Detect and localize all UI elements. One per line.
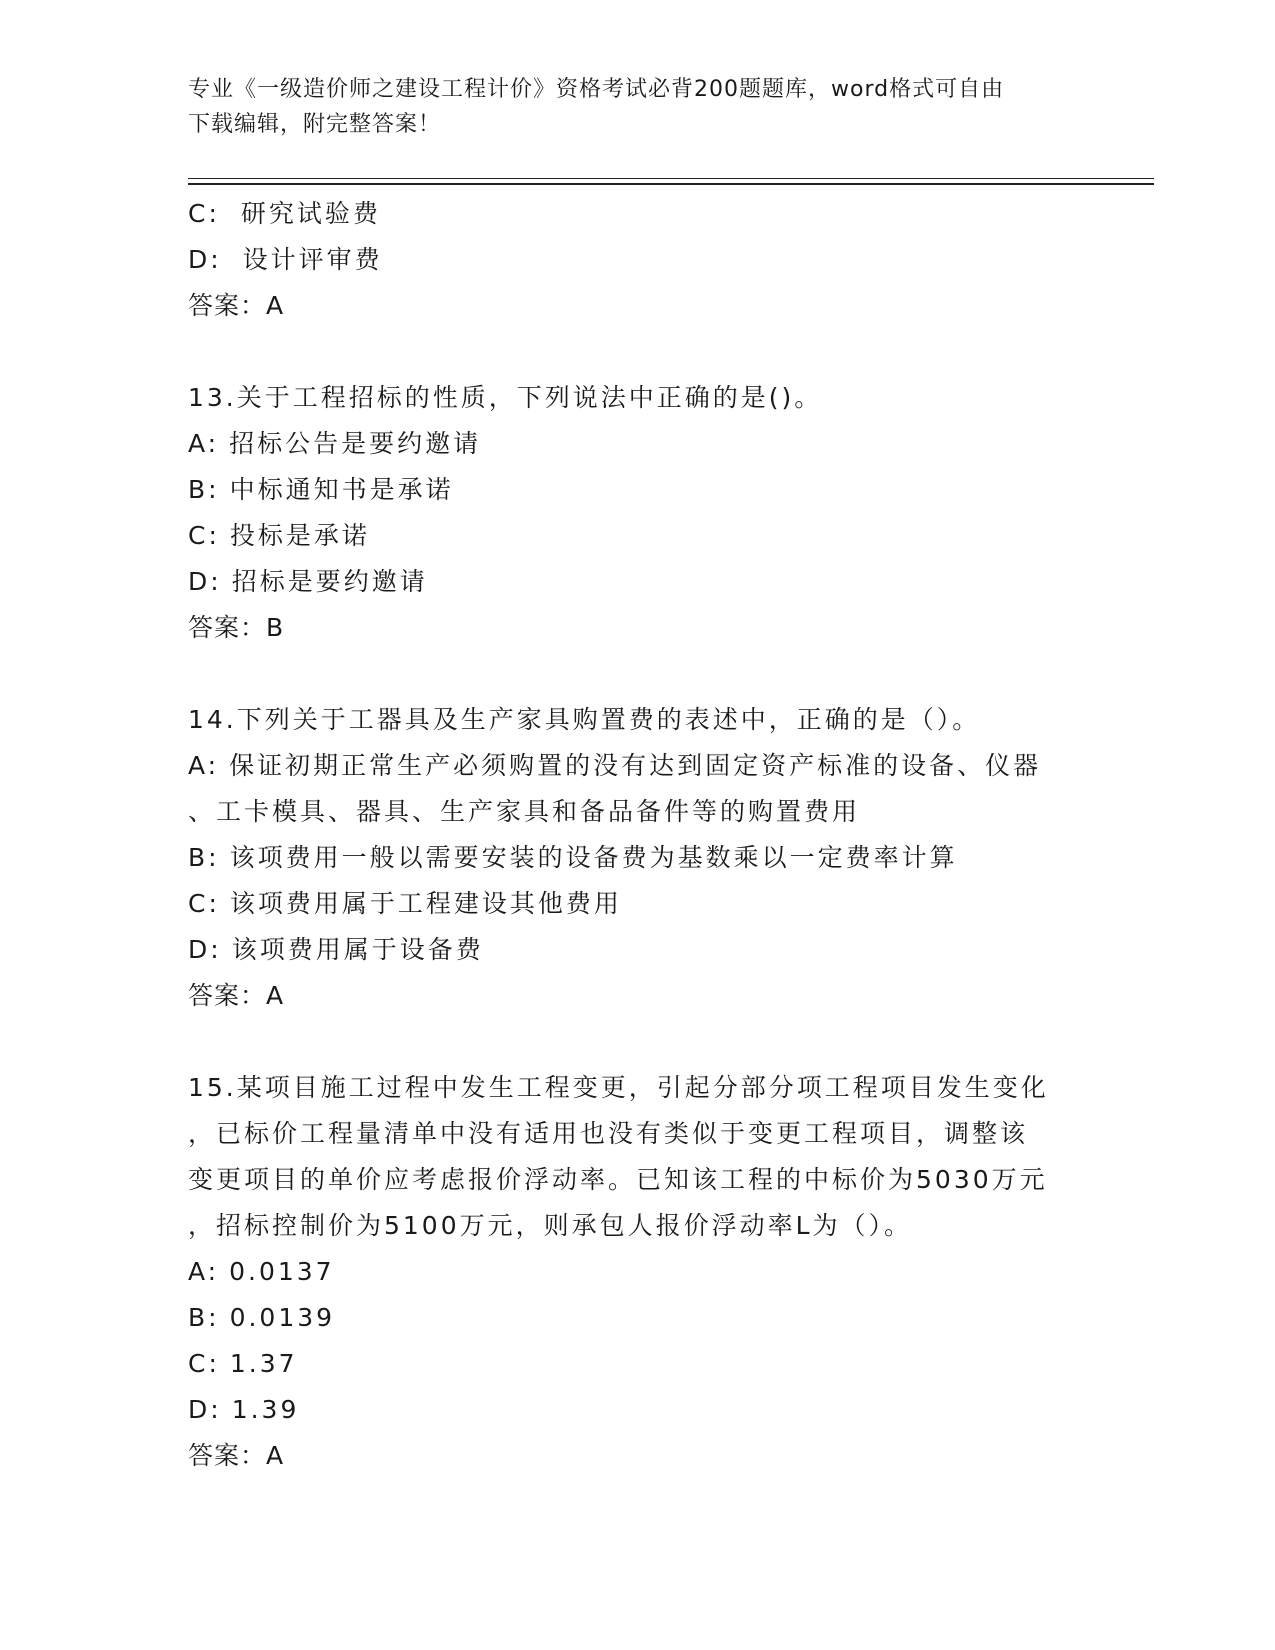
option-label: C: (188, 199, 220, 228)
header-line-2: 下载编辑，附完整答案！ (188, 112, 442, 137)
answer-label: 答案： (188, 291, 267, 320)
question-stem-line: ，招标控制价为5100万元，则承包人报价浮动率L为（）。 (188, 1211, 913, 1240)
option-line (188, 513, 1088, 559)
option-text: 该项费用一般以需要安装的设备费为基数乘以一定费率计算 (229, 843, 958, 872)
option-line (188, 1341, 1088, 1387)
header-divider-bottom (188, 183, 1154, 185)
option-text: 1.37 (229, 1349, 298, 1378)
option-text: 招标是要约邀请 (231, 567, 428, 596)
option-text: 投标是承诺 (229, 521, 370, 550)
option-label: C: (188, 1349, 220, 1378)
option-text: 0.0137 (229, 1257, 335, 1286)
answer-line (188, 283, 1088, 329)
option-text: 1.39 (231, 1395, 300, 1424)
option-line (188, 835, 1088, 881)
question-stem-line: 14.下列关于工器具及生产家具购置费的表述中，正确的是（）。 (188, 705, 981, 734)
question-stem-line: ，已标价工程量清单中没有适用也没有类似于变更工程项目，调整该 (188, 1119, 1029, 1148)
question-block (188, 697, 1088, 1019)
option-text: 0.0139 (229, 1303, 336, 1332)
option-label: C: (188, 521, 220, 550)
question-spacer (188, 651, 1088, 697)
answer-line (188, 973, 1088, 1019)
option-label: B: (188, 475, 220, 504)
option-line (188, 421, 1088, 467)
option-line (188, 1387, 1088, 1433)
answer-label: 答案： (188, 1441, 267, 1470)
answer-line (188, 1433, 1088, 1479)
answer-value: A (266, 291, 285, 320)
option-line (188, 881, 1088, 927)
answer-value: A (266, 981, 285, 1010)
answer-label: 答案： (188, 613, 267, 642)
answer-value: A (266, 1441, 285, 1470)
option-text-continued: 、工卡模具、器具、生产家具和备品备件等的购置费用 (188, 797, 861, 826)
option-text: 保证初期正常生产必须购置的没有达到固定资产标准的设备、仪器 (229, 751, 1042, 780)
option-label: D: (188, 935, 222, 964)
option-text: 该项费用属于工程建设其他费用 (229, 889, 622, 918)
option-line (188, 467, 1088, 513)
option-line (188, 237, 1088, 283)
document-header (188, 72, 1088, 142)
answer-label: 答案： (188, 981, 267, 1010)
question-block (188, 375, 1088, 651)
option-line (188, 1249, 1088, 1295)
question-spacer (188, 329, 1088, 375)
option-text: 设计评审费 (242, 245, 383, 274)
option-line (188, 743, 1088, 789)
header-divider-top (188, 178, 1154, 179)
header-line-1: 专业《一级造价师之建设工程计价》资格考试必背200题题库，word格式可自由 (188, 77, 1005, 102)
option-label: D: (188, 567, 222, 596)
option-label: A: (188, 429, 220, 458)
option-label: B: (188, 1303, 220, 1332)
option-label: A: (188, 1257, 220, 1286)
question-block (188, 1065, 1088, 1479)
answer-line (188, 605, 1088, 651)
option-line (188, 789, 1088, 835)
option-label: A: (188, 751, 220, 780)
option-line (188, 191, 1088, 237)
question-list (188, 329, 1088, 1479)
option-text: 中标通知书是承诺 (229, 475, 454, 504)
option-text: 该项费用属于设备费 (231, 935, 484, 964)
option-label: D: (188, 245, 222, 274)
option-text: 招标公告是要约邀请 (229, 429, 482, 458)
document-body (188, 191, 1088, 1479)
prev-question (188, 191, 1088, 329)
option-line (188, 927, 1088, 973)
question-stem-line: 变更项目的单价应考虑报价浮动率。已知该工程的中标价为5030万元 (188, 1165, 1048, 1194)
answer-value: B (266, 613, 285, 642)
question-spacer (188, 1019, 1088, 1065)
option-label: C: (188, 889, 220, 918)
option-text: 研究试验费 (240, 199, 381, 228)
option-line (188, 559, 1088, 605)
option-label: D: (188, 1395, 222, 1424)
option-label: B: (188, 843, 220, 872)
question-stem-line: 13.关于工程招标的性质，下列说法中正确的是()。 (188, 383, 823, 412)
option-line (188, 1295, 1088, 1341)
question-stem-line: 15.某项目施工过程中发生工程变更，引起分部分项工程项目发生变化 (188, 1073, 1049, 1102)
